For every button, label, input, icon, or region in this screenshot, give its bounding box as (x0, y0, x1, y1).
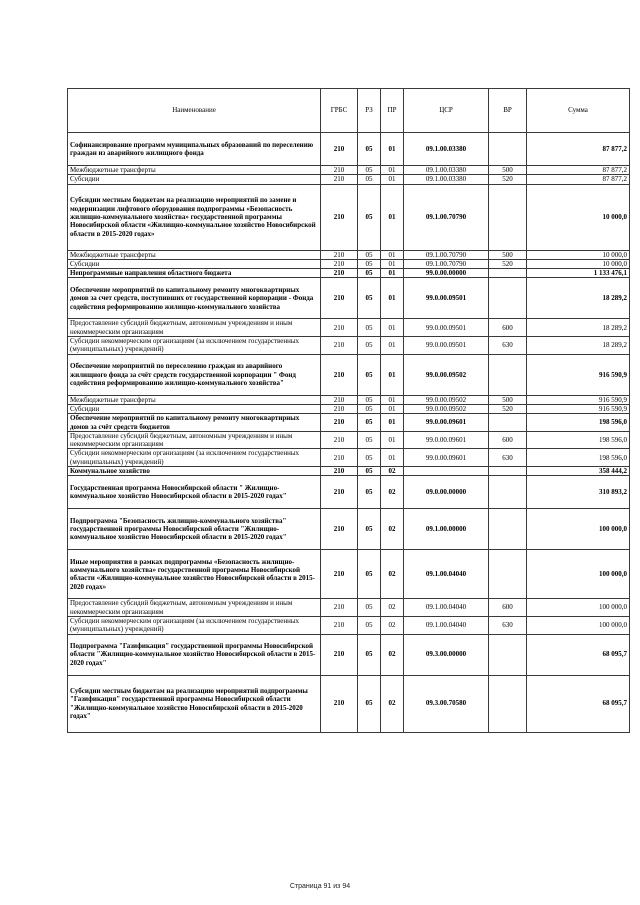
table-row (68, 431, 630, 449)
cell-csr: 09.1.00.70790 (404, 259, 489, 268)
cell-grbs: 210 (321, 431, 358, 449)
cell-sum: 916 590,9 (527, 404, 630, 413)
cell-grbs: 210 (321, 166, 358, 175)
cell-grbs: 210 (321, 269, 358, 278)
cell-vr: 630 (489, 449, 527, 467)
cell-grbs: 210 (321, 634, 358, 675)
cell-sum: 87 877,2 (527, 175, 630, 184)
cell-pr: 01 (381, 414, 404, 432)
cell-csr: 99.0.00.09502 (404, 395, 489, 404)
cell-pr: 01 (381, 259, 404, 268)
cell-grbs: 210 (321, 354, 358, 395)
cell-rz: 05 (358, 550, 381, 599)
cell-pr: 02 (381, 616, 404, 634)
cell-pr: 01 (381, 395, 404, 404)
table-row (68, 449, 630, 467)
header-vr: ВР (489, 89, 527, 133)
cell-sum: 358 444,2 (527, 467, 630, 476)
cell-rz: 05 (358, 509, 381, 550)
cell-name: Субсидии некоммерческим организациям (за исключением государственных (муниципальных) учреждений) (68, 616, 321, 634)
cell-name: Межбюджетные трансферты (68, 250, 321, 259)
cell-pr: 01 (381, 250, 404, 259)
cell-sum: 916 590,9 (527, 395, 630, 404)
cell-grbs: 210 (321, 175, 358, 184)
cell-grbs: 210 (321, 449, 358, 467)
cell-name: Субсидии некоммерческим организациям (за исключением государственных (муниципальных) учреждений) (68, 337, 321, 355)
cell-grbs: 210 (321, 259, 358, 268)
cell-pr: 01 (381, 175, 404, 184)
cell-csr: 09.1.00.04040 (404, 616, 489, 634)
cell-rz: 05 (358, 449, 381, 467)
table-row (68, 509, 630, 550)
table-row (68, 133, 630, 166)
cell-vr: 520 (489, 175, 527, 184)
cell-name: Субсидии (68, 259, 321, 268)
cell-pr: 02 (381, 634, 404, 675)
cell-vr: 600 (489, 599, 527, 617)
cell-rz: 05 (358, 269, 381, 278)
cell-pr: 01 (381, 133, 404, 166)
cell-vr (489, 269, 527, 278)
cell-rz: 05 (358, 133, 381, 166)
cell-sum: 68 095,7 (527, 634, 630, 675)
cell-csr: 09.3.00.00000 (404, 634, 489, 675)
cell-csr: 99.0.00.09501 (404, 278, 489, 319)
cell-pr: 01 (381, 337, 404, 355)
cell-sum: 198 596,0 (527, 414, 630, 432)
cell-csr: 99.0.00.09501 (404, 319, 489, 337)
header-csr: ЦСР (404, 89, 489, 133)
cell-grbs: 210 (321, 184, 358, 250)
cell-grbs: 210 (321, 467, 358, 476)
table-row (68, 319, 630, 337)
cell-csr: 99.0.00.09502 (404, 354, 489, 395)
budget-sheet (67, 88, 629, 733)
cell-vr: 520 (489, 259, 527, 268)
cell-rz: 05 (358, 184, 381, 250)
cell-rz: 05 (358, 175, 381, 184)
table-row (68, 616, 630, 634)
cell-vr (489, 675, 527, 732)
cell-vr: 500 (489, 166, 527, 175)
cell-csr: 99.0.00.09601 (404, 431, 489, 449)
header-rz: РЗ (358, 89, 381, 133)
cell-vr (489, 414, 527, 432)
cell-csr: 09.1.00.70790 (404, 250, 489, 259)
cell-name: Предоставление субсидий бюджетным, автономным учреждениям и иным некоммерческим организациям (68, 599, 321, 617)
cell-sum: 10 000,0 (527, 184, 630, 250)
cell-vr: 520 (489, 404, 527, 413)
cell-sum: 10 000,0 (527, 259, 630, 268)
cell-name: Подпрограмма "Безопасность жилищно-коммунального хозяйства" государственной программы Новосибирской области "Жилищно-коммунальное хозяйство Новосибирской области в 2015-2020 годах" (68, 509, 321, 550)
cell-grbs: 210 (321, 414, 358, 432)
cell-name: Подпрограмма "Газификация" государственной программы Новосибирской области "Жилищно-коммунальное хозяйство Новосибирской области в 2015-2020 годах" (68, 634, 321, 675)
cell-pr: 02 (381, 550, 404, 599)
cell-sum: 18 289,2 (527, 278, 630, 319)
cell-sum: 198 596,0 (527, 449, 630, 467)
cell-grbs: 210 (321, 278, 358, 319)
cell-sum: 100 000,0 (527, 616, 630, 634)
cell-name: Обеспечение мероприятий по капитальному ремонту многоквартирных домов за счет средств, поступивших от государственной корпорации - Фонда содействия реформированию жилищно-коммунального хозяйства (68, 278, 321, 319)
cell-rz: 05 (358, 337, 381, 355)
cell-sum: 10 000,0 (527, 250, 630, 259)
cell-grbs: 210 (321, 250, 358, 259)
cell-pr: 02 (381, 467, 404, 476)
table-row (68, 250, 630, 259)
cell-rz: 05 (358, 414, 381, 432)
cell-name: Субсидии местным бюджетам на реализацию мероприятий по замене и модернизации лифтового оборудования подпрограммы «Безопасность жилищно-коммунального хозяйства» государственной программы Новосибирской области «Жилищно-коммунальное хозяйство Новосибирской области в 2015-2020 годах» (68, 184, 321, 250)
cell-sum: 198 596,0 (527, 431, 630, 449)
table-row (68, 404, 630, 413)
cell-name: Коммунальное хозяйство (68, 467, 321, 476)
cell-csr: 09.1.00.04040 (404, 550, 489, 599)
cell-name: Непрограммные направления областного бюджета (68, 269, 321, 278)
cell-grbs: 210 (321, 319, 358, 337)
cell-rz: 05 (358, 599, 381, 617)
cell-vr (489, 509, 527, 550)
cell-rz: 05 (358, 616, 381, 634)
cell-csr: 09.1.00.04040 (404, 599, 489, 617)
cell-grbs: 210 (321, 599, 358, 617)
cell-pr: 01 (381, 269, 404, 278)
cell-name: Предоставление субсидий бюджетным, автономным учреждениям и иным некоммерческим организациям (68, 431, 321, 449)
cell-vr (489, 467, 527, 476)
cell-pr: 02 (381, 599, 404, 617)
cell-name: Субсидии некоммерческим организациям (за исключением государственных (муниципальных) учреждений) (68, 449, 321, 467)
table-row (68, 166, 630, 175)
cell-rz: 05 (358, 354, 381, 395)
cell-csr: 09.1.00.03380 (404, 133, 489, 166)
cell-vr (489, 133, 527, 166)
header-name: Наименование (68, 89, 321, 133)
cell-name: Обеспечение мероприятий по переселению граждан из аварийного жилищного фонда за счёт средств государственной корпорации " Фонд содействия реформированию жилищно-коммунального хозяйства" (68, 354, 321, 395)
cell-sum: 1 133 476,1 (527, 269, 630, 278)
cell-vr (489, 476, 527, 509)
cell-rz: 05 (358, 259, 381, 268)
cell-grbs: 210 (321, 404, 358, 413)
cell-pr: 02 (381, 509, 404, 550)
header-pr: ПР (381, 89, 404, 133)
cell-rz: 05 (358, 250, 381, 259)
cell-pr: 01 (381, 354, 404, 395)
cell-vr (489, 278, 527, 319)
table-row (68, 675, 630, 732)
table-row (68, 184, 630, 250)
cell-name: Государственная программа Новосибирской области " Жилищно-коммунальное хозяйство Новосибирской области в 2015-2020 годах" (68, 476, 321, 509)
cell-vr (489, 184, 527, 250)
cell-vr (489, 550, 527, 599)
cell-pr: 01 (381, 404, 404, 413)
header-grbs: ГРБС (321, 89, 358, 133)
cell-grbs: 210 (321, 509, 358, 550)
cell-pr: 02 (381, 476, 404, 509)
cell-csr: 99.0.00.09601 (404, 414, 489, 432)
cell-rz: 05 (358, 166, 381, 175)
cell-vr: 500 (489, 395, 527, 404)
cell-name: Межбюджетные трансферты (68, 395, 321, 404)
cell-sum: 100 000,0 (527, 599, 630, 617)
table-row (68, 354, 630, 395)
table-header-row (68, 89, 630, 133)
cell-grbs: 210 (321, 395, 358, 404)
cell-vr (489, 354, 527, 395)
table-row (68, 599, 630, 617)
cell-csr: 09.1.00.03380 (404, 175, 489, 184)
cell-name: Софинансирование программ муниципальных образований по переселению граждан из аварийного жилищного фонда (68, 133, 321, 166)
cell-vr: 630 (489, 337, 527, 355)
cell-sum: 18 289,2 (527, 319, 630, 337)
table-row (68, 476, 630, 509)
cell-rz: 05 (358, 278, 381, 319)
cell-sum: 100 000,0 (527, 509, 630, 550)
page-number: Страница 91 из 94 (289, 883, 351, 890)
table-body (68, 133, 630, 733)
table-row (68, 634, 630, 675)
cell-sum: 87 877,2 (527, 166, 630, 175)
cell-rz: 05 (358, 319, 381, 337)
cell-vr: 630 (489, 616, 527, 634)
cell-rz: 05 (358, 395, 381, 404)
cell-csr: 99.0.00.09502 (404, 404, 489, 413)
cell-rz: 05 (358, 675, 381, 732)
cell-pr: 01 (381, 449, 404, 467)
cell-sum: 18 289,2 (527, 337, 630, 355)
cell-csr: 99.0.00.00000 (404, 269, 489, 278)
cell-sum: 100 000,0 (527, 550, 630, 599)
cell-sum: 68 095,7 (527, 675, 630, 732)
cell-sum: 916 590,9 (527, 354, 630, 395)
cell-rz: 05 (358, 431, 381, 449)
cell-csr: 09.1.00.00000 (404, 509, 489, 550)
cell-name: Обеспечение мероприятий по капитальному ремонту многоквартирных домов за счёт средств бюджетов (68, 414, 321, 432)
cell-pr: 02 (381, 675, 404, 732)
cell-pr: 01 (381, 184, 404, 250)
cell-csr: 09.3.00.70580 (404, 675, 489, 732)
cell-name: Субсидии (68, 404, 321, 413)
table-row (68, 414, 630, 432)
cell-name: Иные мероприятия в рамках подпрограммы «Безопасность жилищно-коммунального хозяйства» государственной программы Новосибирской области «Жилищно-коммунальное хозяйство Новосибирской области в 2015-2020 годах» (68, 550, 321, 599)
table-row (68, 175, 630, 184)
cell-csr: 09.0.00.00000 (404, 476, 489, 509)
cell-name: Субсидии (68, 175, 321, 184)
table-row (68, 269, 630, 278)
cell-rz: 05 (358, 467, 381, 476)
cell-sum: 87 877,2 (527, 133, 630, 166)
cell-csr: 09.1.00.70790 (404, 184, 489, 250)
cell-grbs: 210 (321, 675, 358, 732)
cell-grbs: 210 (321, 337, 358, 355)
table-row (68, 259, 630, 268)
cell-rz: 05 (358, 634, 381, 675)
cell-vr: 600 (489, 319, 527, 337)
cell-csr: 09.1.00.03380 (404, 166, 489, 175)
cell-rz: 05 (358, 404, 381, 413)
cell-csr: 99.0.00.09501 (404, 337, 489, 355)
cell-pr: 01 (381, 431, 404, 449)
cell-pr: 01 (381, 319, 404, 337)
table-row (68, 550, 630, 599)
cell-vr (489, 634, 527, 675)
cell-csr (404, 467, 489, 476)
cell-vr: 500 (489, 250, 527, 259)
header-sum: Сумма (527, 89, 630, 133)
cell-name: Межбюджетные трансферты (68, 166, 321, 175)
cell-grbs: 210 (321, 133, 358, 166)
cell-name: Субсидии местным бюджетам на реализацию мероприятий подпрограммы "Газификация" государственной программы Новосибирской области "Жилищно-коммунальное хозяйство Новосибирской области в 2015-2020 годах" (68, 675, 321, 732)
table-row (68, 278, 630, 319)
cell-pr: 01 (381, 166, 404, 175)
cell-grbs: 210 (321, 550, 358, 599)
cell-rz: 05 (358, 476, 381, 509)
cell-grbs: 210 (321, 476, 358, 509)
table-row (68, 395, 630, 404)
cell-grbs: 210 (321, 616, 358, 634)
cell-pr: 01 (381, 278, 404, 319)
cell-vr: 600 (489, 431, 527, 449)
cell-sum: 310 893,2 (527, 476, 630, 509)
cell-csr: 99.0.00.09601 (404, 449, 489, 467)
cell-name: Предоставление субсидий бюджетным, автономным учреждениям и иным некоммерческим организациям (68, 319, 321, 337)
table-row (68, 337, 630, 355)
table-row (68, 467, 630, 476)
budget-table (67, 88, 630, 733)
